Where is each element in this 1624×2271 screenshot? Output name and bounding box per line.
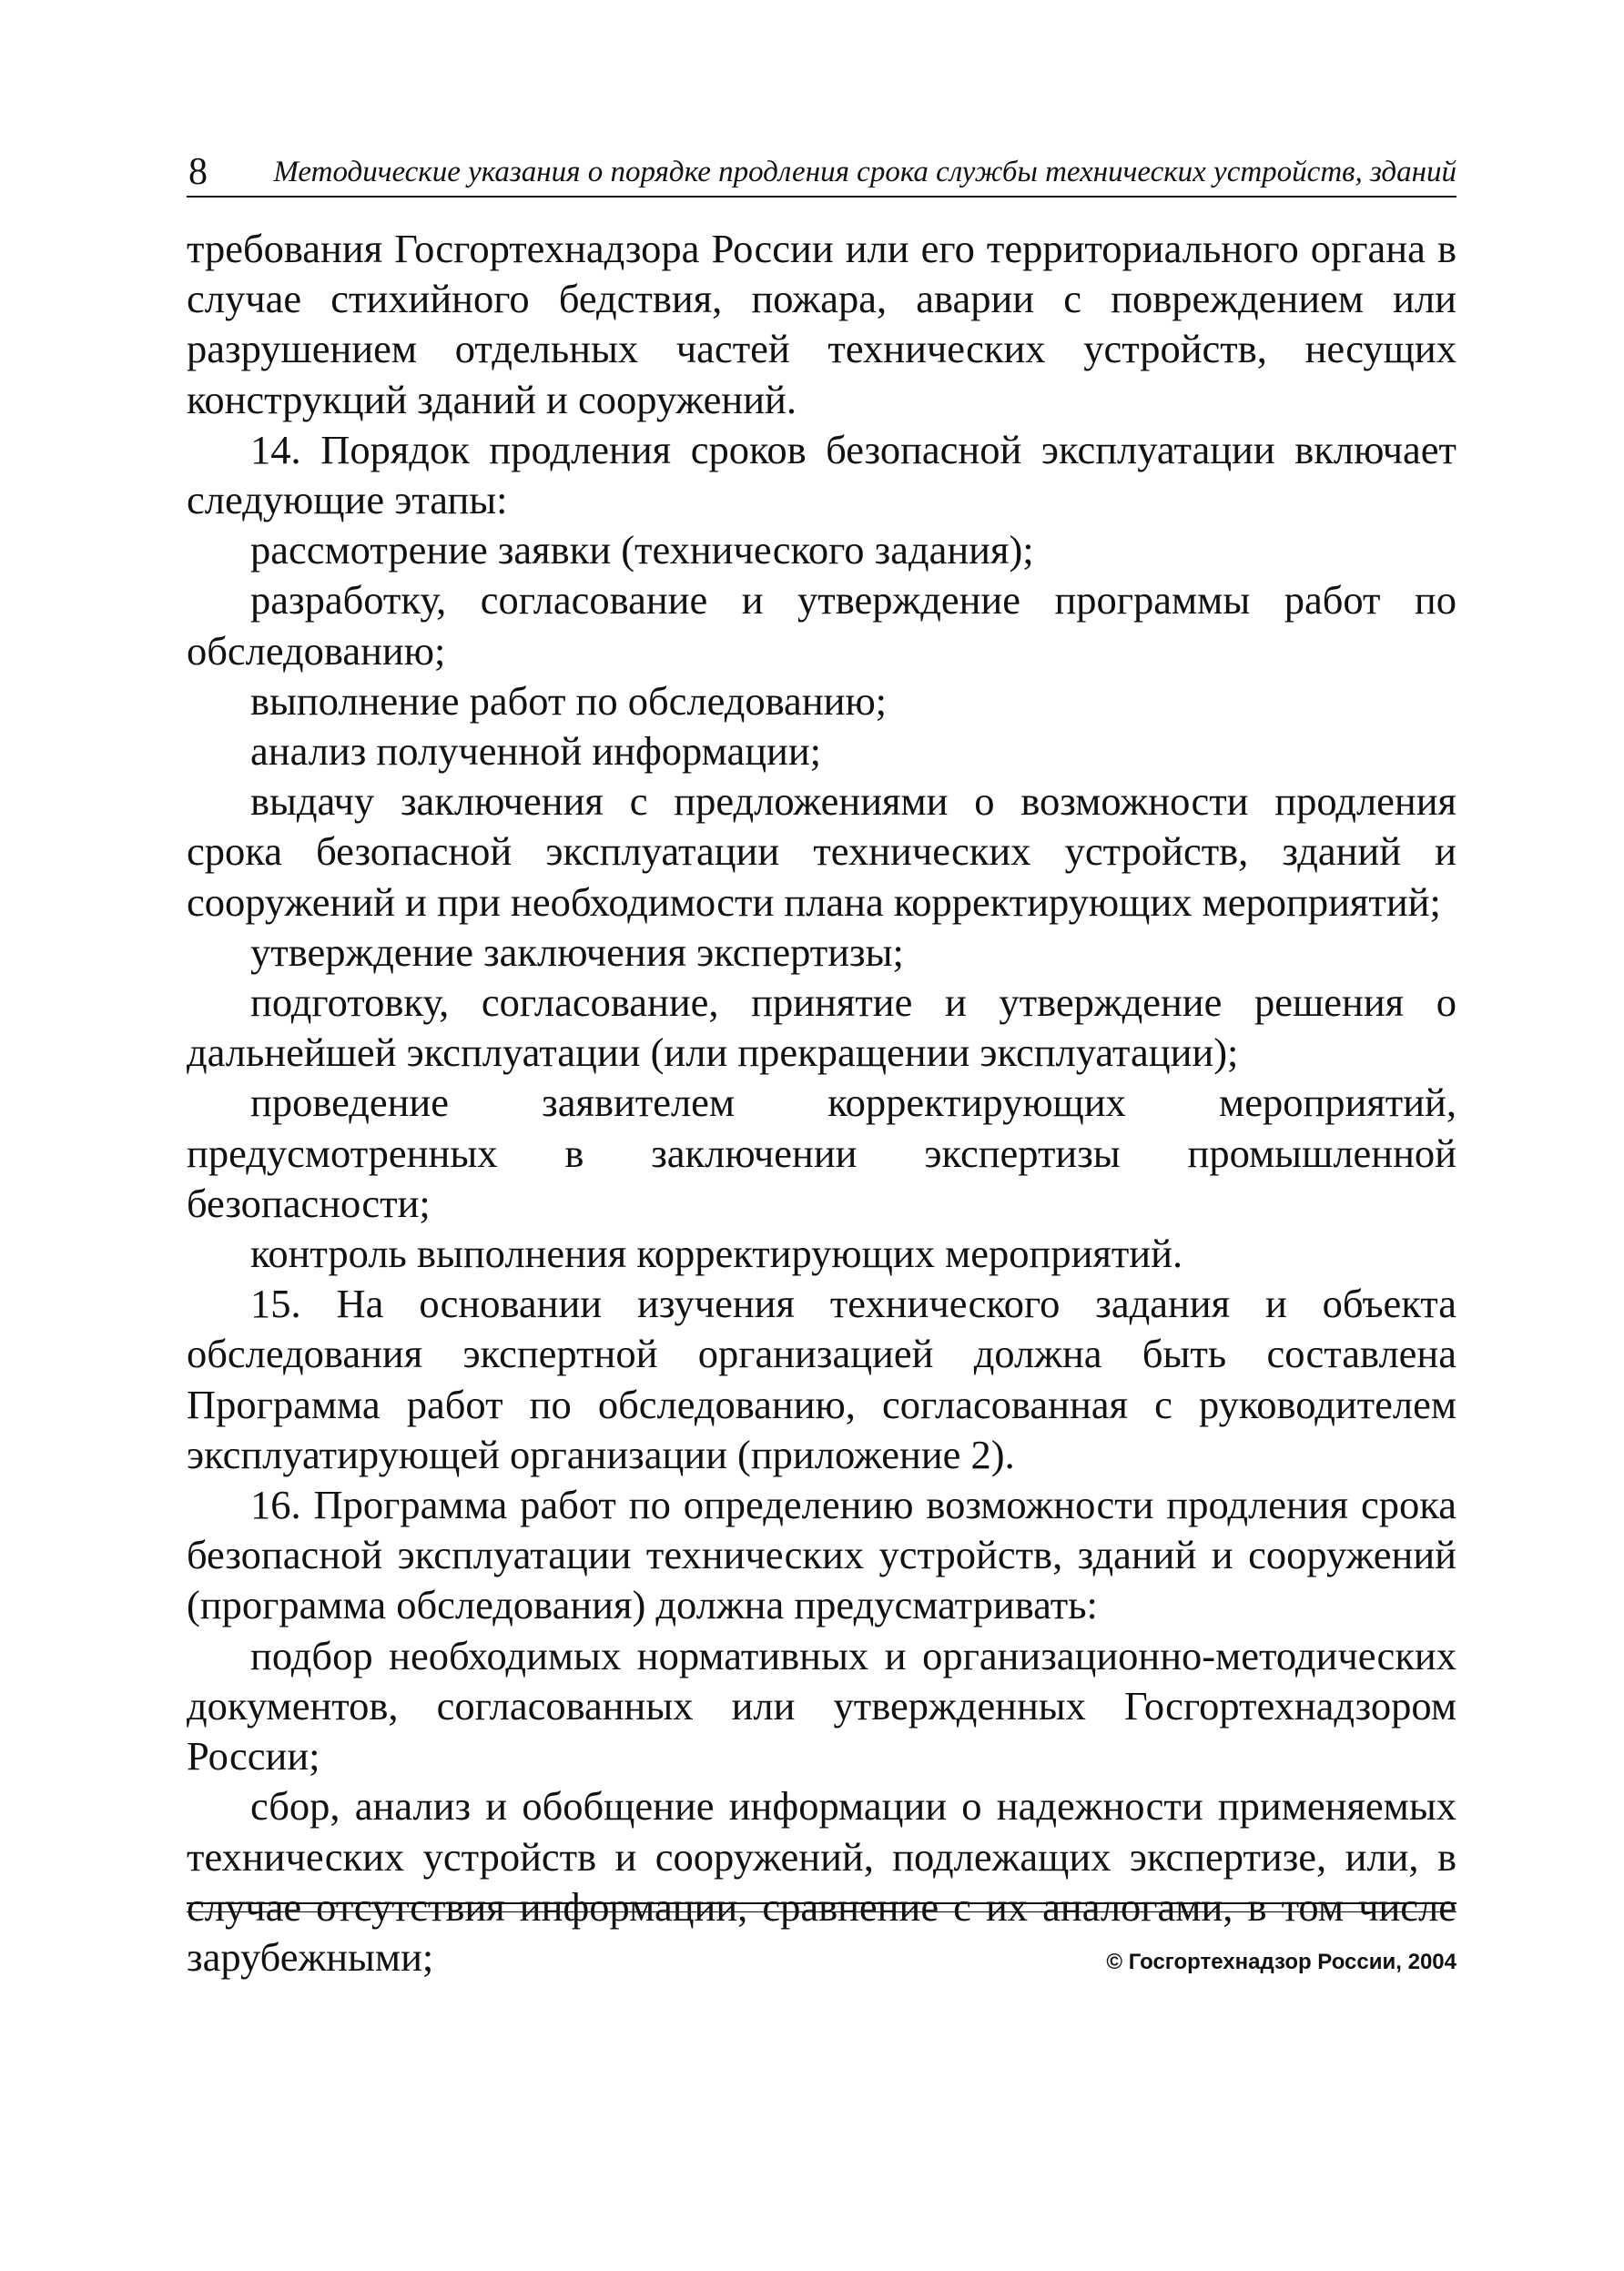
page-header [187,150,1457,198]
copyright-notice: © Госгортехнадзор России, 2004 [1106,1950,1457,1974]
body-text [187,224,1457,1982]
list-item: рассмотрение заявки (технического задания); [250,527,1034,573]
list-item: выдачу заключения с предложениями о возможности продления срока безопасной эксплуатации технических устройств, зданий и сооружений и при необходимости плана корректирующих мероприятий; [187,778,1457,925]
list-item: подготовку, согласование, принятие и утверждение решения о дальнейшей эксплуатации (или прекращении эксплуатации); [187,979,1457,1076]
list-item: выполнение работ по обследованию; [250,677,888,724]
list-item: сбор, анализ и обобщение информации о надежности применяемых технических устройств и сооружений, подлежащих экспертизе, или, в случае отсутствия информации, сравнение с их аналогами, в том числе зарубежными; [187,1783,1457,1980]
list-item: анализ полученной информации; [250,728,822,775]
paragraph: 14. Порядок продления сроков безопасной эксплуатации включает следующие этапы: [187,426,1457,523]
paragraph: 16. Программа работ по определению возможности продления срока безопасной эксплуатации технических устройств, зданий и сооружений (программа обследования) должна предусматривать: [187,1482,1457,1628]
paragraph: требования Госгортехнадзора России или его территориального органа в случае стихийного бедствия, пожара, аварии с повреждением или разрушением отдельных частей технических устройств, несущих конструкций зданий и сооружений. [187,226,1457,422]
footer-divider [187,1911,1457,1912]
page-number: 8 [188,151,208,193]
list-item: утверждение заключения экспертизы; [250,928,904,975]
page-footer [187,1902,1457,1974]
list-item: контроль выполнения корректирующих мероприятий. [250,1231,1183,1277]
list-item: разработку, согласование и утверждение программы работ по обследованию; [187,577,1457,674]
paragraph: 15. На основании изучения технического задания и объекта обследования экспертной организацией должна быть составлена Программа работ по обследованию, согласованная с руководителем эксплуатирующей организации (приложение 2). [187,1281,1457,1477]
running-title: Методические указания о порядке продления срока службы технических устройств, зданий [273,156,1457,188]
list-item: проведение заявителем корректирующих мероприятий, предусмотренных в заключении экспертизы промышленной безопасности; [187,1080,1457,1226]
list-item: подбор необходимых нормативных и организационно-методических документов, согласованных или утвержденных Госгортехнадзором России; [187,1632,1457,1779]
